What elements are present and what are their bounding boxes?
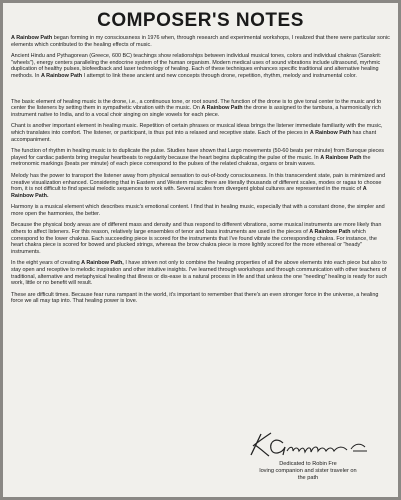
- album-title-text: A Rainbow Path: [309, 229, 351, 236]
- paragraph-harmony: [11, 204, 390, 217]
- paragraph-intro: [11, 35, 390, 48]
- dedication: [233, 461, 383, 482]
- body-text: In the eight years of creating: [11, 260, 82, 267]
- body-text: Chant is another important element in healing music. Repetition of certain phrases or musical ideas brings the listener immediate familiarity with the music, which translates into comfort. The listener, or participant, is thus put into a relaxed and receptive state. Each of the pieces in: [11, 123, 383, 136]
- paragraph-instruments: [11, 222, 390, 255]
- body-text: Ancient Hindu and Pythagorean (Greece, 600 BC) teachings show relationships between individual musical tones, colors and individual chakras (Sanskrit: "wheels"), energy centers paralleling the endocrine system of the human organism. Modern medical uses of sound vibrations include ultrasound, myrhmic duplication of healthy pulses, biofeedback and laser technology of healing. Each of these techniques enhances specific traditional and alternative healing methods. In: [11, 53, 382, 79]
- paragraph-creation: [11, 260, 390, 286]
- body-text: Harmony is a musical element which describes music's emotional content. I find that in healing music, especially that with a constant drone, the simpler and more open the harmonies, the better.: [11, 204, 385, 217]
- body-text: I attempt to link these ancient and new concepts through drone, repetition, rhythm, melody and instrumental color.: [82, 72, 357, 79]
- paragraph-traditions: [11, 53, 390, 79]
- page-title: COMPOSER'S NOTES: [97, 10, 304, 31]
- body-text: I have striven not only to combine the healing properties of all the above elements into each piece but also to stay open and receptive to melodic inspiration and other intuitive insights. I've learned through workshops and through communication with other teachers of traditional, alternative and metaphysical healing that illness or dis-ease is a natural process in life and that unless the one "needing" healing is ready for such work, little or no benefit will result.: [11, 260, 388, 287]
- dedication-line: loving companion and sister traveler on: [259, 468, 357, 474]
- body-text: the metronomic markings (beats per minute) of each piece correspond to the pulses of the related chakras, organs or brain waves.: [11, 154, 371, 168]
- body-text: The basic element of healing music is the drone, i.e., a continuous tone, or root sound. The function of the drone is to give tonal center to the music and to center the listeners by setting them in sympathetic vibration with the music. On: [11, 98, 382, 112]
- body-text: The function of rhythm in healing music is to duplicate the pulse. Studies have shown that Largo movements (50-60 beats per minute) from Baroque pieces played for cardiac patients bring irregular heartbeats to regularity because the heart begins duplicating the pulse of the music. In: [11, 148, 384, 161]
- album-title-text: A Rainbow Path: [320, 154, 362, 161]
- album-title-text: A Rainbow Path: [309, 129, 352, 136]
- signature-block: [233, 431, 383, 482]
- body-text: Melody has the power to transport the listener away from physical sensation to out-of-body consciousness. In this transcendent state, pain is minimized and creative visualization enhanced. Considering that in Eastern and Western music there are literally thousands of different scales, modes or ragas to choose from, it is not difficult to find special melodic sequences to work with. Several scales from divergent global cultures are represented in the music of: [11, 172, 386, 193]
- body-text: has chant accompaniment.: [11, 129, 377, 143]
- body-text: the drone is assigned to the tambura, a harmonically rich instrument native to India, and to a vocal choir singing on single vowels for each piece.: [11, 105, 381, 118]
- handwritten-signature: [243, 431, 373, 459]
- paragraph-rhythm: [11, 148, 390, 168]
- paragraph-drone: [11, 99, 390, 119]
- paragraph-closing: [11, 292, 390, 305]
- body-text: Because the physical body areas are of different mass and density and thus respond to different vibrations, some musical instruments are more likely than others to affect listeners. For this reason, relatively large ensembles of tenor and bass instruments are used in the pieces of: [11, 222, 382, 236]
- album-title-text: A Rainbow Path: [201, 105, 243, 112]
- paragraph-chant: [11, 123, 390, 143]
- body-text: which correspond to the lower chakras. Each succeeding piece is scored for the instruments that I've found vibrate the corresponding chakra. For instance, the heart chakra piece is scored for bowed and plucked strings, whereas the brow chakra piece is more lightly scored for the more ethereal or "heady" instruments.: [11, 229, 377, 255]
- dedication-line: the path: [297, 475, 319, 481]
- dedication-line: Dedicated to Robin Fre: [279, 461, 337, 467]
- paragraph-melody: [11, 173, 390, 199]
- body-text: began forming in my consciousness in 1976 when, through research and experimental workshops, I realized that there were particular sonic elements which contributed to the healing effects of music.: [11, 35, 390, 48]
- album-title-text: A Rainbow Path: [11, 35, 53, 41]
- body-text: These are difficult times. Because fear runs rampant in the world, it's important to remember that there's an even stronger force in the universe, a healing force we all may tap into. That healing power is love.: [11, 291, 379, 305]
- album-title-text: A Rainbow Path: [40, 72, 83, 79]
- section-spacer: [11, 85, 390, 99]
- album-title-text: A Rainbow Path,: [81, 260, 124, 267]
- album-title-text: A Rainbow Path.: [11, 186, 367, 199]
